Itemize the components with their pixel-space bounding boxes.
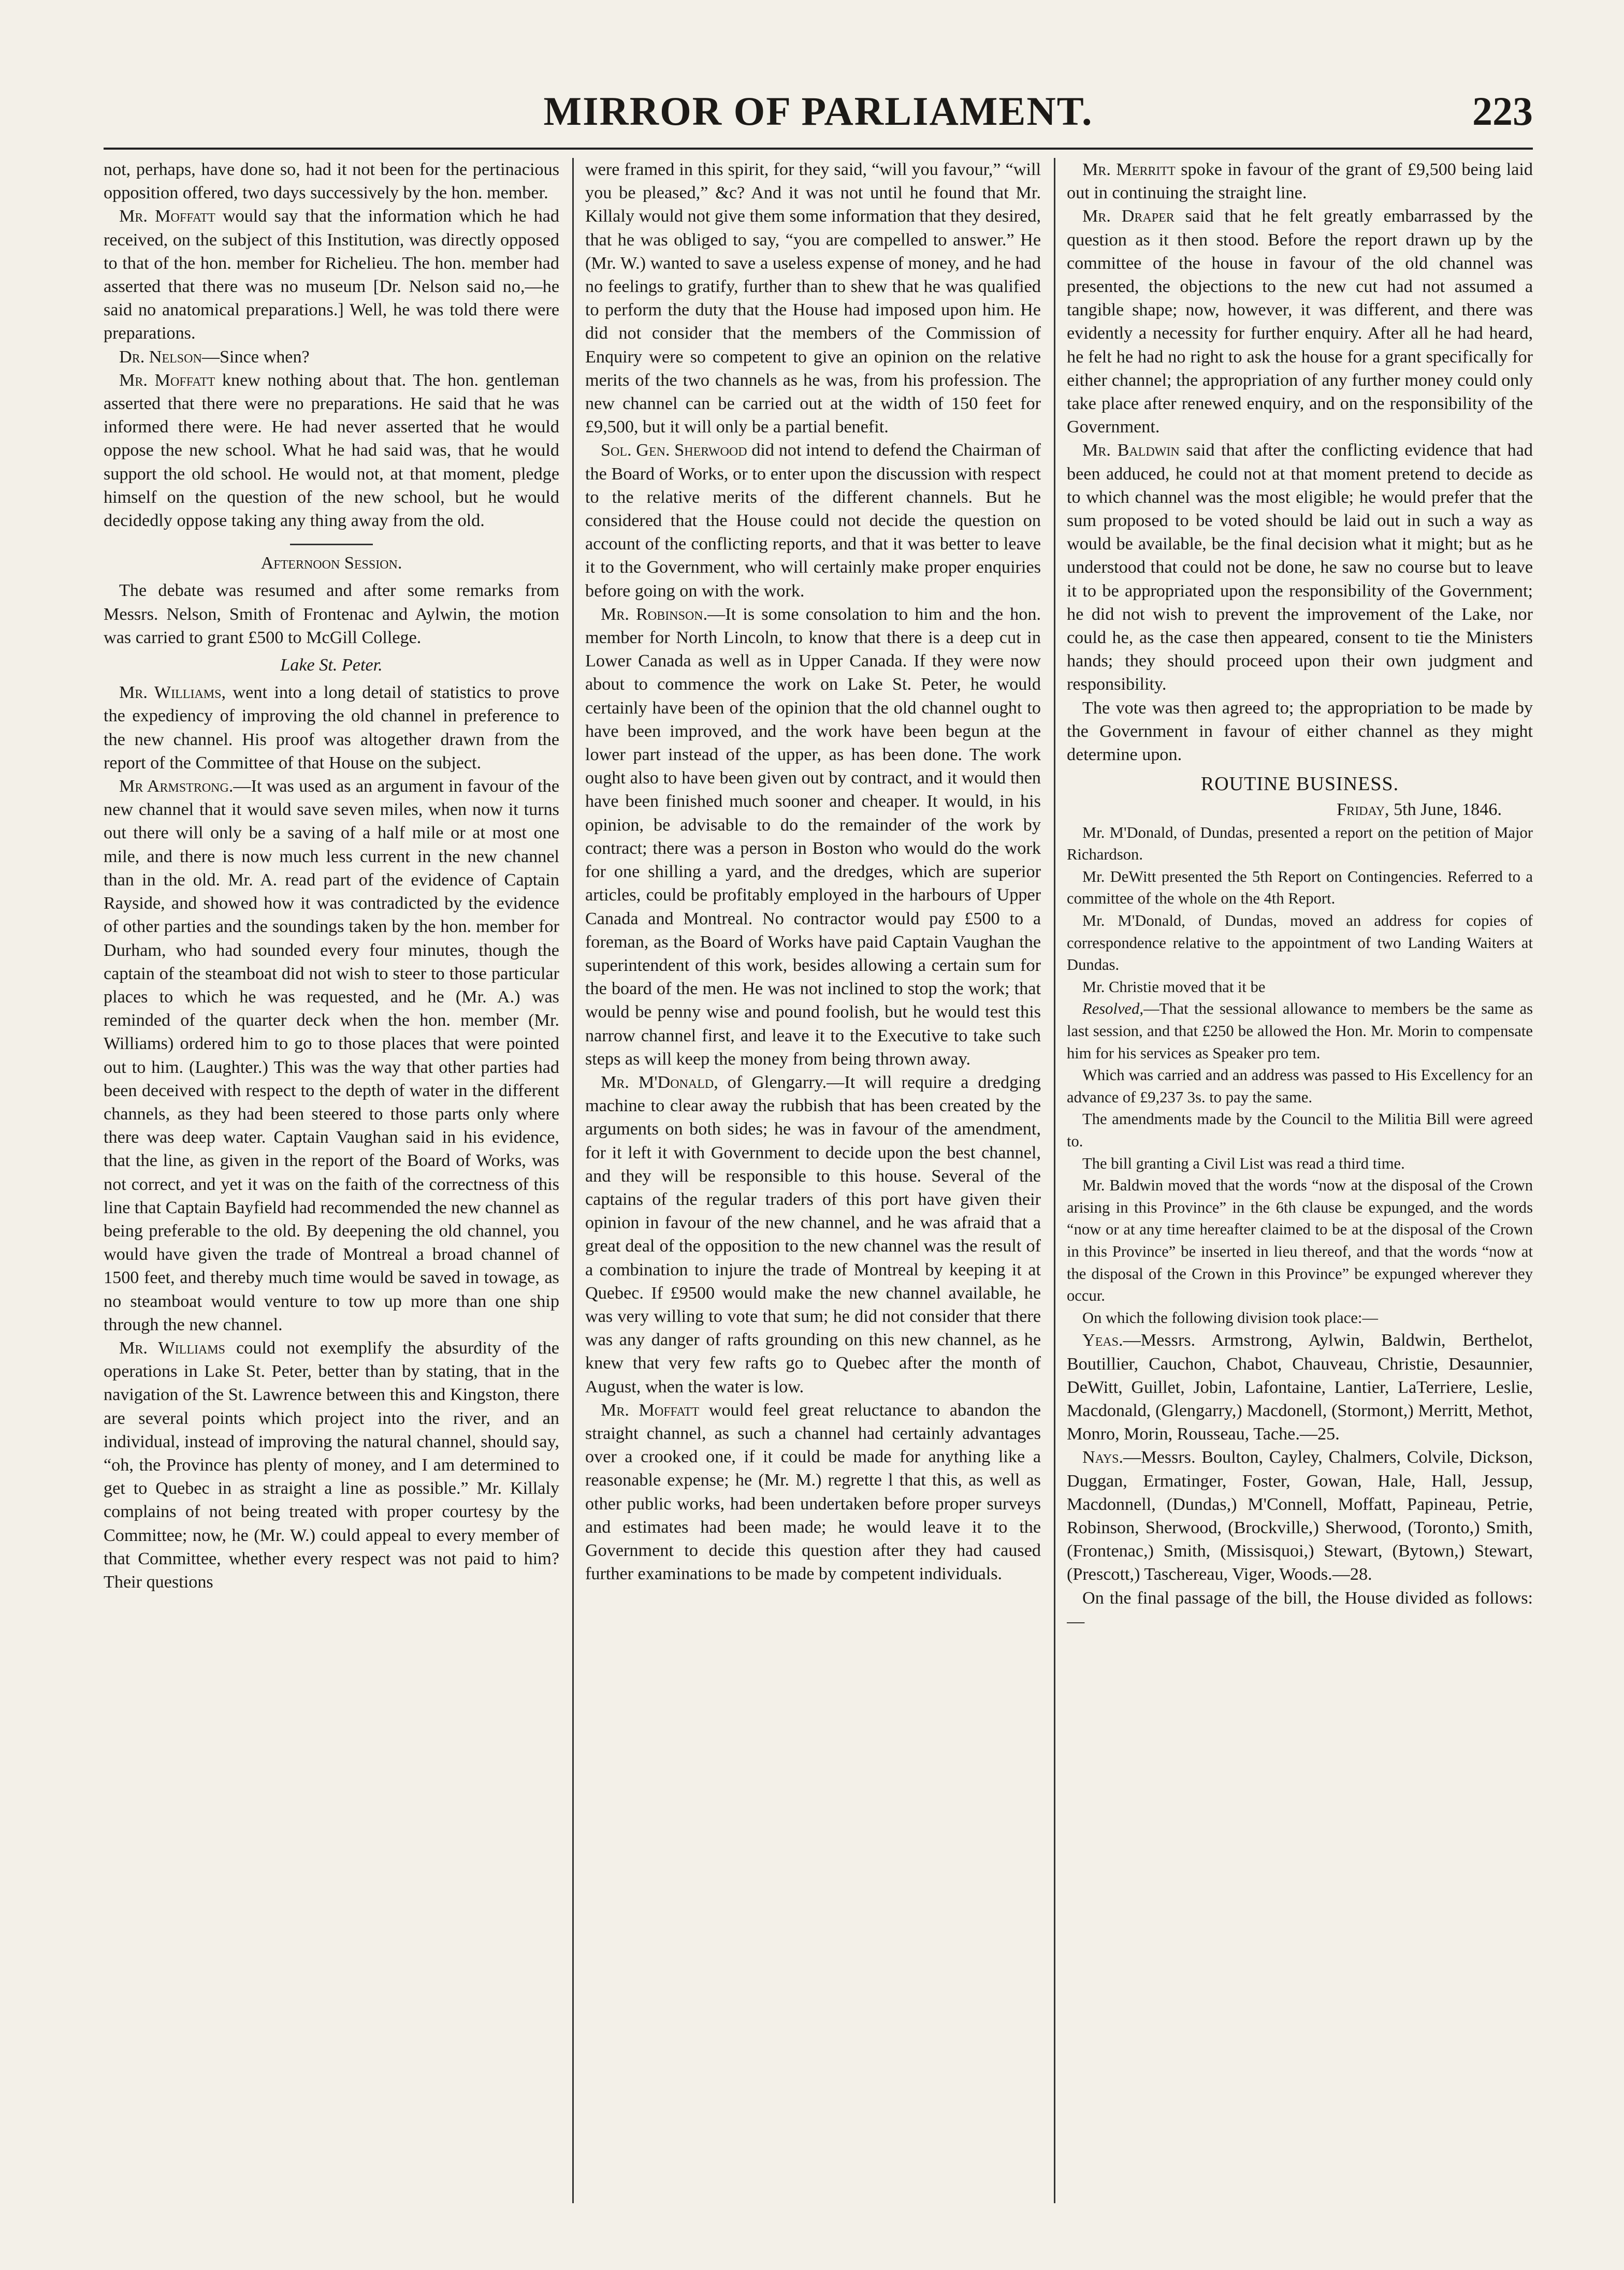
paragraph-text: said that after the conflicting evidence that had been adduced, he could not at that moment pretend to decide as to which channel was the most eligible; he would prefer that the sum proposed to be voted should be laid out in such a way as would be available, be the final decision what it might; but as he understood that could not be done, he saw no course but to leave it to be appropriated upon the responsibility of the Government; he did not wish to prevent the improvement of the Lake, nor could he, as the case then appeared, consent to tie the Ministers hands; they should proceed upon their own judgment and responsibility. xyxy=(1067,441,1533,694)
paragraph-text: would say that the information which he had received, on the subject of this Institution, was directly opposed to that of the hon. member for Richelieu. The hon. member had asserted that there was no museum [Dr. Nelson said no,—he said no anatomical preparations.] Well, he was told there were preparations. xyxy=(104,207,559,343)
subsection-heading: Lake St. Peter. xyxy=(280,656,383,675)
paragraph-text: Mr. DeWitt presented the 5th Report on Contingencies. Referred to a committee of the whole on the 4th Report. xyxy=(1067,867,1533,908)
paragraph xyxy=(104,681,559,775)
paragraph-text: would feel great reluctance to abandon the straight channel, as such a channel had certainly advantages over a crooked one, if it could be made for anything like a reasonable expense; he (Mr. M.) regrette l that this, as well as other public works, had been undertaken before proper surveys and estimates had been made; he would leave it to the Government to decide this question after they had caused further examinations to be made by competent individuals. xyxy=(585,1400,1041,1584)
paragraph-text: were framed in this spirit, for they said, “will you favour,” “will you be pleased,” &c? And it was not until he found that Mr. Killaly would not give them some information that they desired, that he was obliged to say, “you are compelled to answer.” He (Mr. W.) wanted to save a useless expense of money, and he had no feelings to gratify, further than to shew that he was qualified to perform the duty that the House had imposed upon him. He did not consider that the members of the Commission of Enquiry were so competent to give an opinion on the relative merits of the two channels as he was, from his profession. The new channel can be carried out at the width of 150 feet for £9,500, but it will only be a partial benefit. xyxy=(585,160,1041,437)
paragraph-lead: Resolved, xyxy=(1082,1000,1144,1018)
paragraph-text: .—It was used as an argument in favour of the new channel that it would save seven miles, when now it turns out there will only be a saving of a half mile or at most one mile, and there is now much less current in the new channel than in the old. Mr. A. read part of the evidence of Captain Rayside, and showed how it was contradicted by the evidence of other parties and the soundings taken by the hon. member for Durham, who had sounded every four minutes, though the captain of the steamboat did not wish to steer to those particular places to which he was requested, and he (Mr. A.) was reminded of the quarter deck when the hon. member (Mr. Williams) ordered him to go to those places that were pointed out to him. (Laughter.) This was the way that other parties had been deceived with respect to the depth of water in the different channels, as they had been steered to those parts only where there was deep water. Captain Vaughan said in his evidence, that the line, as given in the report of the Board of Works, was not correct, and yet it was on the faith of the correctness of this line that Captain Bayfield had recommended the new channel as being preferable to the old. By deepening the old channel, you would have given the trade of Montreal a broad channel of 1500 feet, and thereby much time would be saved in towage, as no steamboat would venture to tow up more than one ship through the new channel. xyxy=(104,777,559,1334)
routine-paragraph xyxy=(1067,1064,1533,1108)
paragraph xyxy=(1067,696,1533,767)
paragraph xyxy=(585,1399,1041,1586)
routine-paragraph xyxy=(1067,998,1533,1064)
routine-paragraph xyxy=(1067,1307,1533,1329)
running-title: MIRROR OF PARLIAMENT. xyxy=(543,89,1093,134)
paragraph-text: said that he felt greatly embarrassed by the question as it then stood. Before the report drawn up by the committee of the house in favour of the old channel was presented, the objections to the new cut had not assumed a tangible shape; now, however, it was different, and there was evidently a necessity for further enquiry. After all he had heard, he felt he had no right to ask the house for a grant specifically for either channel; the appropriation of any further money could only take place after renewed enquiry, and on the responsibility of the Government. xyxy=(1067,207,1533,437)
speaker-name: Mr. Merritt xyxy=(1082,160,1176,179)
paragraph-text: The amendments made by the Council to the Militia Bill were agreed to. xyxy=(1067,1110,1533,1150)
paragraph xyxy=(1067,205,1533,439)
routine-paragraph xyxy=(1067,1174,1533,1307)
paragraph-text: Mr. M'Donald, of Dundas, presented a report on the petition of Major Richardson. xyxy=(1067,823,1533,864)
routine-paragraph xyxy=(1067,976,1533,998)
speaker-name: Mr. Baldwin xyxy=(1082,441,1180,460)
paragraph-text: .—Messrs. Armstrong, Aylwin, Baldwin, Berthelot, Boutillier, Cauchon, Chabot, Chauveau, Christie, Desaunnier, DeWitt, Guillet, Jobin, Lafontaine, Lantier, LaTerriere, Leslie, Macdonald, (Glengarry,) Macdonell, (Stormont,) Merritt, Methot, Monro, Morin, Rousseau, Tache.—25. xyxy=(1067,1331,1533,1444)
paragraph xyxy=(104,158,559,205)
paragraph xyxy=(1067,439,1533,696)
paragraph-text: —That the sessional allowance to members be the same as last session, and that £250 be allowed the Hon. Mr. Morin to compensate him for his services as Speaker pro tem. xyxy=(1067,1000,1533,1062)
page-header xyxy=(104,88,1533,145)
paragraph-text: Mr. Baldwin moved that the words “now at the disposal of the Crown arising in this Province” in the 6th clause be expunged, and the words “now or at any time hereafter claimed to be at the disposal of the Crown in this Province” be inserted in lieu thereof, and that the words “now at the disposal of the Crown in this Province” be expunged wherever they occur. xyxy=(1067,1176,1533,1305)
paragraph-text: , of Glengarry.—It will require a dredging machine to clear away the rubbish that has been created by the arguments on both sides; he was in favour of the amendment, for it left it with Government to decide upon the best channel, and they will be responsible to this house. Several of the captains of the regular traders of this port have given their opinion in favour of the new channel, and he was afraid that a great deal of the opposition to the new channel was the result of a combination to injure the trade of Montreal by keeping it at Quebec. If £9500 would make the new channel available, he was very willing to vote that sum; he did not consider that there was any danger of rafts grounding on this new channel, as he knew that very few rafts go to Quebec after the month of August, when the water is low. xyxy=(585,1072,1041,1396)
section-heading: Afternoon Session. xyxy=(260,554,402,573)
paragraph-text: , went into a long detail of statistics to prove the expediency of improving the old channel in preference to the new channel. His proof was altogether drawn from the report of the Committee of that House on the subject. xyxy=(104,683,559,773)
speaker-name: Sol. Gen. Sherwood xyxy=(601,441,747,460)
column-divider xyxy=(1054,158,1055,2203)
paragraph xyxy=(104,1336,559,1594)
paragraph xyxy=(1067,1587,1533,1633)
paragraph-text: knew nothing about that. The hon. gentleman asserted that there were no preparations. He said that he was informed there were. He had never asserted that he would oppose the new school. What he had said was, that he would support the old school. He would not, at that moment, pledge himself on the question of the new school, but he would decidedly oppose taking any thing away from the old. xyxy=(104,370,559,531)
dateline-date: , 5th June, 1846. xyxy=(1384,800,1502,820)
paragraph xyxy=(104,345,559,369)
speaker-name: Mr. Robinson xyxy=(601,604,703,624)
paragraph xyxy=(104,579,559,649)
paragraph xyxy=(585,1071,1041,1399)
paragraph-text: The vote was then agreed to; the appropriation to be made by the Government in favour of either channel as they might determine upon. xyxy=(1067,698,1533,765)
header-rule xyxy=(104,148,1533,150)
section-heading: ROUTINE BUSINESS. xyxy=(1200,773,1399,795)
speaker-name: Yeas xyxy=(1082,1331,1119,1350)
speaker-name: Mr. Moffatt xyxy=(119,207,215,226)
routine-paragraph xyxy=(1067,1153,1533,1175)
paragraph xyxy=(104,205,559,345)
paragraph-text: The bill granting a Civil List was read a third time. xyxy=(1082,1154,1405,1172)
speaker-name: Mr. M'Donald xyxy=(601,1072,714,1092)
paragraph xyxy=(1067,1446,1533,1586)
paragraph xyxy=(104,775,559,1336)
text-column-1 xyxy=(104,158,559,2203)
page-number: 223 xyxy=(1472,89,1533,134)
speaker-name: Nays xyxy=(1082,1448,1119,1467)
paragraph xyxy=(104,369,559,532)
speaker-name: Mr. Williams xyxy=(119,1338,225,1358)
routine-paragraph xyxy=(1067,1108,1533,1152)
paragraph-text: .—It is some consolation to him and the hon. member for North Lincoln, to know that there is a deep cut in Lower Canada as well as in Upper Canada. If they were now about to commence the work on Lake St. Peter, he would certainly have been of the opinion that the old channel ought to have been improved, and the work have been begun at the lower part instead of the upper, as has been done. The work ought also to have been given out by contract, and it would then have been finished much sooner and cheaper. It would, in his opinion, be advisable to do the remainder of the work by contract; there was a person in Boston who would do the work for one shilling a yard, and the dredges, which are superior articles, could be profitably employed in the harbours of Upper Canada and Montreal. No contractor would pay £500 to a foreman, as the Board of Works have paid Captain Vaughan the superintendent of this work, besides allowing a certain sum for the board of the men. He was not inclined to stop the work; that would be penny wise and pound foolish, but he would test this narrow channel first, and leave it to the Executive to take such steps as will keep the money from being thrown away. xyxy=(585,604,1041,1069)
speaker-name: Mr. Moffatt xyxy=(119,370,215,390)
paragraph xyxy=(585,603,1041,1071)
routine-paragraph xyxy=(1067,822,1533,866)
dateline-day: Friday xyxy=(1337,800,1385,820)
text-column-2 xyxy=(585,158,1041,2203)
paragraph-text: did not intend to defend the Chairman of the Board of Works, or to enter upon the discussion with respect to the relative merits of the different channels. But he considered that the House could not decide the question on account of the conflicting reports, and that it was better to leave it to the Government, who will certainly make proper enquiries before going on with the work. xyxy=(585,441,1041,601)
speaker-name: Dr. Nelson xyxy=(119,347,202,367)
paragraph-text: The debate was resumed and after some remarks from Messrs. Nelson, Smith of Frontenac and Aylwin, the motion was carried to grant £500 to McGill College. xyxy=(104,581,559,647)
routine-paragraph xyxy=(1067,910,1533,976)
paragraph-text: spoke in favour of the grant of £9,500 being laid out in continuing the straight line. xyxy=(1067,160,1533,203)
paragraph xyxy=(1067,158,1533,205)
routine-paragraph xyxy=(1067,866,1533,910)
paragraph-text: could not exemplify the absurdity of the operations in Lake St. Peter, better than by stating, that in the navigation of the St. Lawrence between this and Kingston, there are several points which project into the river, and an individual, instead of improving the natural channel, should say, “oh, the Province has plenty of money, and I am determined to get to Quebec in as straight a line as possible.” Mr. Killaly complains of not being treated with proper courtesy by the Committee; now, he (Mr. W.) could appeal to every member of that Committee, whether every respect was not paid to him? Their questions xyxy=(104,1338,559,1592)
paragraph-text: On which the following division took place:— xyxy=(1082,1308,1379,1327)
paragraph-text: Which was carried and an address was passed to His Excellency for an advance of £9,237 3s. to pay the same. xyxy=(1067,1066,1533,1106)
speaker-name: Mr. Moffatt xyxy=(601,1400,700,1420)
paragraph-text: On the final passage of the bill, the House divided as follows:— xyxy=(1067,1588,1533,1631)
paragraph-text: not, perhaps, have done so, had it not been for the pertinacious opposition offered, two days successively by the hon. member. xyxy=(104,160,559,203)
speaker-name: Mr. Williams xyxy=(119,683,222,703)
paragraph xyxy=(585,158,1041,439)
column-divider xyxy=(572,158,574,2203)
speaker-name: Mr Armstrong xyxy=(119,777,229,796)
paragraph-text: Mr. Christie moved that it be xyxy=(1082,978,1266,996)
section-divider xyxy=(290,544,373,545)
text-column-3 xyxy=(1067,158,1533,2203)
paragraph xyxy=(585,439,1041,602)
paragraph xyxy=(1067,1329,1533,1446)
paragraph-text: .—Messrs. Boulton, Cayley, Chalmers, Colvile, Dickson, Duggan, Ermatinger, Foster, Gowan, Hale, Hall, Jessup, Macdonnell, (Dundas,) M'Connell, Moffatt, Papineau, Petrie, Robinson, Sherwood, (Brockville,) Sherwood, (Toronto,) Smith, (Frontenac,) Smith, (Missisquoi,) Stewart, (Bytown,) Stewart, (Prescott,) Taschereau, Viger, Woods.—28. xyxy=(1067,1448,1533,1584)
paragraph-text: Mr. M'Donald, of Dundas, moved an address for copies of correspondence relative to the appointment of two Landing Waiters at Dundas. xyxy=(1067,912,1533,974)
dateline xyxy=(1067,798,1533,821)
paragraph-text: —Since when? xyxy=(201,347,310,367)
speaker-name: Mr. Draper xyxy=(1082,207,1174,226)
